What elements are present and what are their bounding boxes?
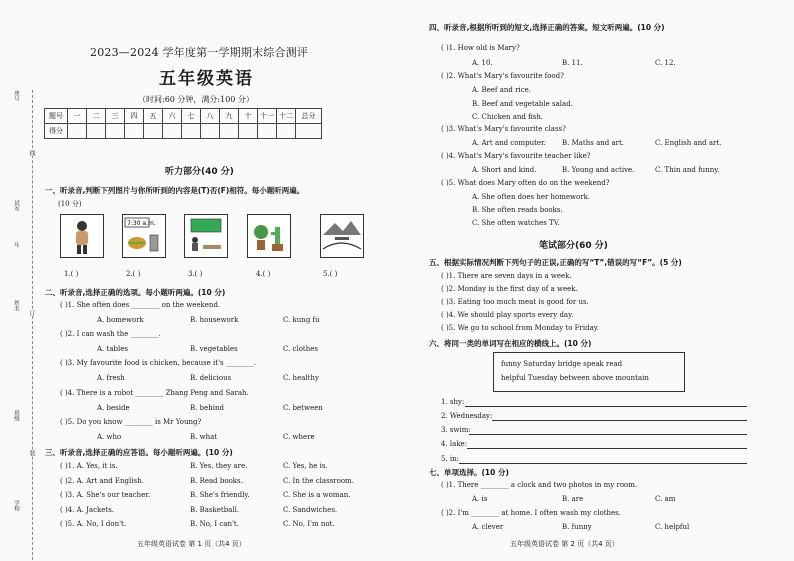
answer-line[interactable] <box>465 406 747 407</box>
score-cell: 得分 <box>45 124 68 139</box>
score-input-cell[interactable] <box>106 124 125 139</box>
exam-main-title: 五年级英语 <box>159 69 254 89</box>
section-1-title: 一、听录音,判断下列图片与你所听到的内容是(T)否(F)相符。每小题听两遍。 <box>45 186 305 195</box>
option-c[interactable]: C. kung fu <box>283 316 320 324</box>
question-text: ( )1. There ________ a clock and two photos in my room. <box>441 481 638 489</box>
option-a[interactable]: A. Art and computer. <box>472 139 546 147</box>
option-b[interactable]: B. what <box>190 433 218 441</box>
score-cell: 八 <box>201 109 220 124</box>
score-input-cell[interactable] <box>296 124 322 139</box>
question-text[interactable]: ( )3. A. She's our teacher. <box>60 491 151 499</box>
question-text: ( )3. My favourite food is chicken, because it's ________. <box>60 359 257 367</box>
score-cell: 总分 <box>296 109 322 124</box>
option-a[interactable]: A. homework <box>97 316 144 324</box>
option-c[interactable]: C. Sandwiches. <box>283 506 338 514</box>
score-cell: 十二 <box>277 109 296 124</box>
score-input-cell[interactable] <box>87 124 106 139</box>
option-b[interactable]: B. vegetables <box>190 345 238 353</box>
score-cell: 四 <box>125 109 144 124</box>
option-b[interactable]: B. delicious <box>190 374 232 382</box>
option-c[interactable]: C. Yes, he is. <box>283 462 328 470</box>
option-c[interactable]: C. Thin and funny. <box>655 166 720 174</box>
option-b[interactable]: B. housework <box>190 316 239 324</box>
page-footer: 五年级英语试卷 第 2 页（共4 页） <box>510 540 619 548</box>
question-text[interactable]: ( )5. A. No, I don't. <box>60 520 127 528</box>
option-a[interactable]: A. beside <box>97 404 130 412</box>
option-b[interactable]: B. are <box>562 495 584 503</box>
score-cell: 题号 <box>45 109 68 124</box>
answer-line[interactable] <box>492 420 747 421</box>
question-text: ( )1. She often does ________ on the weekend. <box>60 301 221 309</box>
grade-label: 年 <box>13 242 19 248</box>
answer-line[interactable] <box>459 463 747 464</box>
girl-icon <box>60 214 104 258</box>
true-false-item[interactable]: ( )3. Eating too much meat is good for us. <box>441 298 589 306</box>
exam-page-2 <box>397 0 794 561</box>
question-text: ( )2. I'm ________ at home. I often wash my clothes. <box>441 509 621 517</box>
option-a[interactable]: A. Beef and rice. <box>472 86 532 94</box>
option-b[interactable]: B. behind <box>190 404 224 412</box>
score-input-cell[interactable] <box>163 124 182 139</box>
question-text[interactable]: ( )4. A. Jackets. <box>60 506 115 514</box>
true-false-item[interactable]: ( )5. We go to school from Monday to Friday. <box>441 324 600 332</box>
option-c[interactable]: C. am <box>655 495 676 503</box>
class-label: 班级 <box>13 410 19 421</box>
score-input-cell[interactable] <box>239 124 258 139</box>
option-c[interactable]: C. No, I'm not. <box>283 520 335 528</box>
option-b[interactable]: B. Maths and art. <box>562 139 625 147</box>
option-a[interactable]: A. tables <box>97 345 128 353</box>
score-cell: 三 <box>106 109 125 124</box>
section-1-points: (10 分) <box>58 200 82 208</box>
score-input-cell[interactable] <box>144 124 163 139</box>
plants-icon <box>247 214 291 258</box>
binding-margin <box>2 60 36 540</box>
score-input-cell[interactable] <box>277 124 296 139</box>
score-cell: 五 <box>144 109 163 124</box>
true-false-item[interactable]: ( )1. There are seven days in a week. <box>441 272 572 280</box>
word-bank-row-2: helpful Tuesday between above mountain <box>501 374 649 382</box>
option-b[interactable]: B. Young and active. <box>562 166 635 174</box>
option-c[interactable]: C. Chicken and fish. <box>472 113 544 121</box>
category-label: 5. in: <box>441 455 460 463</box>
option-b[interactable]: B. Yes, they are. <box>190 462 248 470</box>
question-text: ( )4. There is a robot ________ Zhang Peng and Sarah. <box>60 389 249 397</box>
score-cell: 十一 <box>258 109 277 124</box>
score-cell: 六 <box>163 109 182 124</box>
question-text: ( )4. What's Mary's favourite teacher like? <box>441 152 591 160</box>
option-b[interactable]: B. She often reads books. <box>472 206 563 214</box>
category-label: 1. shy: <box>441 398 465 406</box>
question-text: ( )5. What does Mary often do on the weekend? <box>441 179 610 187</box>
option-a[interactable]: A. who <box>97 433 122 441</box>
answer-blank-2[interactable]: 2.( ) <box>126 270 141 278</box>
answer-line[interactable] <box>467 448 747 449</box>
word-bank-row-1: funny Saturday bridge speak read <box>501 360 623 368</box>
option-c[interactable]: C. between <box>283 404 323 412</box>
score-input-cell[interactable] <box>201 124 220 139</box>
section-4-title: 四、听录音,根据所听到的短文,选择正确的答案。短文听两遍。(10 分) <box>429 23 665 32</box>
score-input-cell[interactable] <box>68 124 87 139</box>
score-input-cell[interactable] <box>258 124 277 139</box>
school-label: 学校 <box>13 500 19 511</box>
score-table-score-row <box>45 124 322 139</box>
option-c[interactable]: C. In the classroom. <box>283 477 354 485</box>
option-a[interactable]: A. is <box>472 495 488 503</box>
option-a[interactable]: A. fresh <box>97 374 125 382</box>
option-c[interactable]: C. clothes <box>283 345 318 353</box>
question-text: ( )2. What's Mary's favourite food? <box>441 72 564 80</box>
option-c[interactable]: C. 12. <box>655 59 676 67</box>
score-input-cell[interactable] <box>220 124 239 139</box>
landscape-icon <box>320 214 364 258</box>
question-text: ( )2. I can wash the ________. <box>60 330 161 338</box>
exam-year-title: 2023—2024 学年度第一学期期末综合测评 <box>90 46 309 59</box>
option-b[interactable]: B. Basketball. <box>190 506 240 514</box>
score-cell: 一 <box>68 109 87 124</box>
category-label: 3. swim: <box>441 426 471 434</box>
score-cell: 二 <box>87 109 106 124</box>
option-b[interactable]: B. Beef and vegetable salad. <box>472 100 573 108</box>
exam-subtitle: （时间:60 分钟，满分:100 分） <box>138 95 254 104</box>
option-b[interactable]: B. 11. <box>562 59 583 67</box>
option-c[interactable]: C. She often watches TV. <box>472 219 560 227</box>
exam-room-label: 试室 <box>13 200 19 211</box>
score-input-cell[interactable] <box>182 124 201 139</box>
cut-line <box>32 90 33 560</box>
question-text[interactable]: ( )1. A. Yes, it is. <box>60 462 118 470</box>
question-text: ( )5. Do you know ________ is Mr Young? <box>60 418 202 426</box>
writing-title: 笔试部分(60 分) <box>539 241 608 251</box>
classroom-icon <box>184 214 228 258</box>
option-c[interactable]: C. English and art. <box>655 139 722 147</box>
option-a[interactable]: A. She often does her homework. <box>472 193 591 201</box>
option-b[interactable]: B. She's friendly. <box>190 491 250 499</box>
score-table-header-row <box>45 109 322 124</box>
score-cell: 七 <box>182 109 201 124</box>
option-b[interactable]: B. Read books. <box>190 477 243 485</box>
section-6-title: 六、将同一类的单词写在相应的横线上。(10 分) <box>429 339 592 348</box>
section-5-title: 五、根据实际情况判断下列句子的正误,正确的写“T”,错误的写“F”。(5 分) <box>429 258 682 267</box>
cut-mark: 线 <box>28 150 35 156</box>
score-cell: 九 <box>220 109 239 124</box>
answer-line[interactable] <box>469 434 747 435</box>
category-label: 4. lake: <box>441 440 468 448</box>
option-a[interactable]: A. 10. <box>472 59 493 67</box>
option-a[interactable]: A. Short and kind. <box>472 166 537 174</box>
page-footer: 五年级英语试卷 第 1 页（共4 页） <box>137 540 246 548</box>
clock-food-icon <box>122 214 166 258</box>
question-text[interactable]: ( )2. A. Art and English. <box>60 477 144 485</box>
option-b[interactable]: B. funny <box>562 523 592 531</box>
listening-title: 听力部分(40 分) <box>165 167 234 177</box>
word-bank-box <box>493 352 685 392</box>
answer-blank-4[interactable]: 4.( ) <box>256 270 271 278</box>
section-3-title: 三、听录音,选择正确的应答语。每小题听两遍。(10 分) <box>45 448 233 457</box>
section-2-title: 二、听录音,选择正确的选项。每小题听两遍。(10 分) <box>45 288 226 297</box>
cut-mark: 装 <box>28 450 35 456</box>
answer-blank-1[interactable]: 1.( ) <box>64 270 79 278</box>
score-input-cell[interactable] <box>125 124 144 139</box>
option-b[interactable]: B. No, I can't. <box>190 520 239 528</box>
answer-blank-3[interactable]: 3.( ) <box>188 270 203 278</box>
seat-number-label: 座号 <box>13 90 19 101</box>
section-7-title: 七、单项选择。(10 分) <box>429 468 509 477</box>
true-false-item[interactable]: ( )4. We should play sports every day. <box>441 311 574 319</box>
name-label: 姓名 <box>13 300 19 311</box>
question-text: ( )1. How old is Mary? <box>441 44 520 52</box>
option-c[interactable]: C. healthy <box>283 374 319 382</box>
option-c[interactable]: C. helpful <box>655 523 690 531</box>
true-false-item[interactable]: ( )2. Monday is the first day of a week. <box>441 285 578 293</box>
score-table <box>44 108 322 139</box>
option-c[interactable]: C. where <box>283 433 315 441</box>
category-label: 2. Wednesday: <box>441 412 493 420</box>
score-cell: 十 <box>239 109 258 124</box>
option-c[interactable]: C. She is a woman. <box>283 491 351 499</box>
cut-mark: 订 <box>28 310 35 316</box>
option-a[interactable]: A. clever <box>472 523 504 531</box>
clock-time-text: 7:30 a.m. <box>127 220 156 227</box>
answer-blank-5[interactable]: 5.( ) <box>323 270 338 278</box>
question-text: ( )3. What's Mary's favourite class? <box>441 125 566 133</box>
